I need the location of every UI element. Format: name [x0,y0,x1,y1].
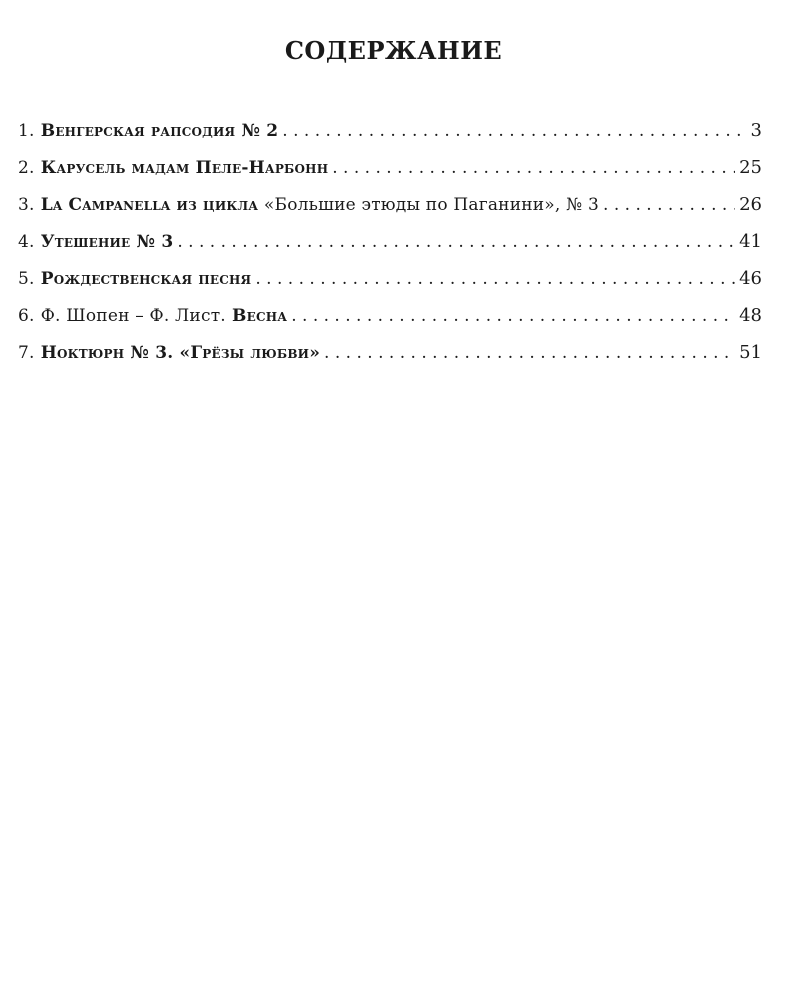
table-of-contents [18,120,762,379]
toc-entry-number: 5. [18,269,35,289]
toc-entry-number: 6. [18,306,35,326]
toc-page-number: 41 [739,231,762,252]
toc-entry[interactable] [18,157,762,194]
toc-entry-composer: Ф. Шопен – Ф. Лист. [40,306,226,326]
toc-entry[interactable] [18,120,762,157]
toc-entry-label: Венгерская рапсодия № 2 [40,121,279,141]
toc-entry-number: 2. [18,158,35,178]
toc-page-number: 25 [739,157,762,178]
dot-leader [291,306,735,326]
toc-entry-subtitle: «Большие этюды по Паганини», № 3 [258,195,600,215]
toc-entry-label: Карусель мадам Пеле-Нарбонн [40,158,329,178]
dot-leader [177,232,735,252]
dot-leader [255,269,735,289]
toc-page-number: 3 [750,120,762,141]
toc-entry[interactable] [18,268,762,305]
toc-entry-title [18,158,328,178]
toc-entry-label: Утешение № 3 [40,232,174,252]
dot-leader [332,158,735,178]
toc-entry-title [18,232,173,252]
toc-entry-title [18,306,287,326]
toc-entry-title [18,343,320,363]
toc-entry-number: 7. [18,343,35,363]
toc-entry-number: 3. [18,195,35,215]
dot-leader [282,121,746,141]
toc-entry-label: Весна [225,306,288,326]
page-title: СОДЕРЖАНИЕ [284,36,503,65]
toc-entry-title [18,121,278,141]
toc-entry[interactable] [18,231,762,268]
toc-entry[interactable] [18,305,762,342]
toc-page-number: 26 [739,194,762,215]
dot-leader [603,195,735,215]
toc-entry-number: 4. [18,232,35,252]
toc-page-number: 48 [739,305,762,326]
toc-entry[interactable] [18,342,762,379]
toc-entry[interactable] [18,194,762,231]
toc-entry-label: Рождественская песня [40,269,252,289]
toc-page-number: 51 [739,342,762,363]
toc-entry-label: Ноктюрн № 3. «Грёзы любви» [40,343,321,363]
toc-page-number: 46 [739,268,762,289]
toc-entry-number: 1. [18,121,35,141]
toc-entry-label: La Campanella из цикла [40,195,259,215]
toc-entry-title [18,195,599,215]
toc-entry-title [18,269,251,289]
dot-leader [324,343,735,363]
